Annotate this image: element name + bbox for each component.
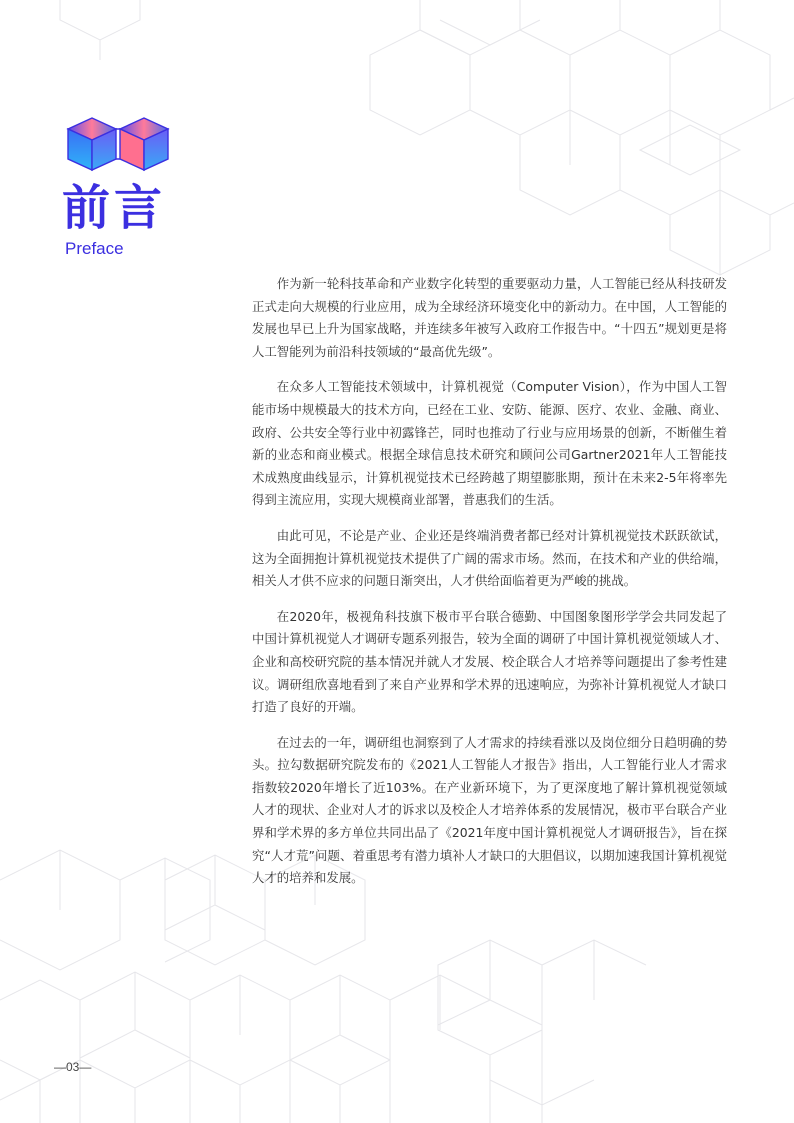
preface-body — [252, 273, 727, 903]
paragraph: 在过去的一年，调研组也洞察到了人才需求的持续看涨以及岗位细分日趋明确的势头。拉勾数据研究院发布的《2021人工智能人才报告》指出，人工智能行业人才需求指数较2020年增长了近103%。在产业新环境下，为了更深度地了解计算机视觉领域人才的现状、企业对人才的诉求以及校企人才培养体系的发展情况，极市平台联合产业界和学术界的多方单位共同出品了《2021年度中国计算机视觉人才调研报告》，旨在探究“人才荒”问题、着重思考有潜力填补人才缺口的大胆倡议，以期加速我国计算机视觉人才的培养和发展。 — [252, 734, 727, 886]
page-number: —03— — [54, 1060, 92, 1074]
paragraph: 由此可见，不论是产业、企业还是终端消费者都已经对计算机视觉技术跃跃欲试，这为全面拥抱计算机视觉技术提供了广阔的需求市场。然而，在技术和产业的供给端，相关人才供不应求的问题日渐突出，人才供给面临着更为严峻的挑战。 — [252, 527, 727, 589]
page-title: 前言 — [62, 180, 167, 236]
page-subtitle: Preface — [65, 239, 124, 258]
paragraph: 在2020年，极视角科技旗下极市平台联合德勤、中国图象图形学学会共同发起了中国计算机视觉人才调研专题系列报告，较为全面的调研了中国计算机视觉领域人才、企业和高校研究院的基本情况并就人才发展、校企联合人才培养等问题提出了参考性建议。调研组欣喜地看到了来自产业界和学术界的迅速响应，为弥补计算机视觉人才缺口打造了良好的开端。 — [252, 608, 727, 715]
twin-cube-logo-icon — [64, 115, 176, 175]
paragraph: 在众多人工智能技术领域中，计算机视觉（Computer Vision），作为中国人工智能市场中规模最大的技术方向，已经在工业、安防、能源、医疗、农业、金融、商业、政府、公共安全等行业中初露锋芒，同时也推动了行业与应用场景的创新，不断催生着新的业态和商业模式。根据全球信息技术研究和顾问公司Gartner2021年人工智能技术成熟度曲线显示，计算机视觉技术已经跨越了期望膨胀期，预计在未来2-5年将率先得到主流应用，实现大规模商业部署，普惠我们的生活。 — [252, 379, 727, 508]
paragraph: 作为新一轮科技革命和产业数字化转型的重要驱动力量，人工智能已经从科技研发正式走向大规模的行业应用，成为全球经济环境变化中的新动力。在中国，人工智能的发展也早已上升为国家战略，并连续多年被写入政府工作报告中。“十四五”规划更是将人工智能列为前沿科技领域的“最高优先级”。 — [252, 276, 727, 359]
